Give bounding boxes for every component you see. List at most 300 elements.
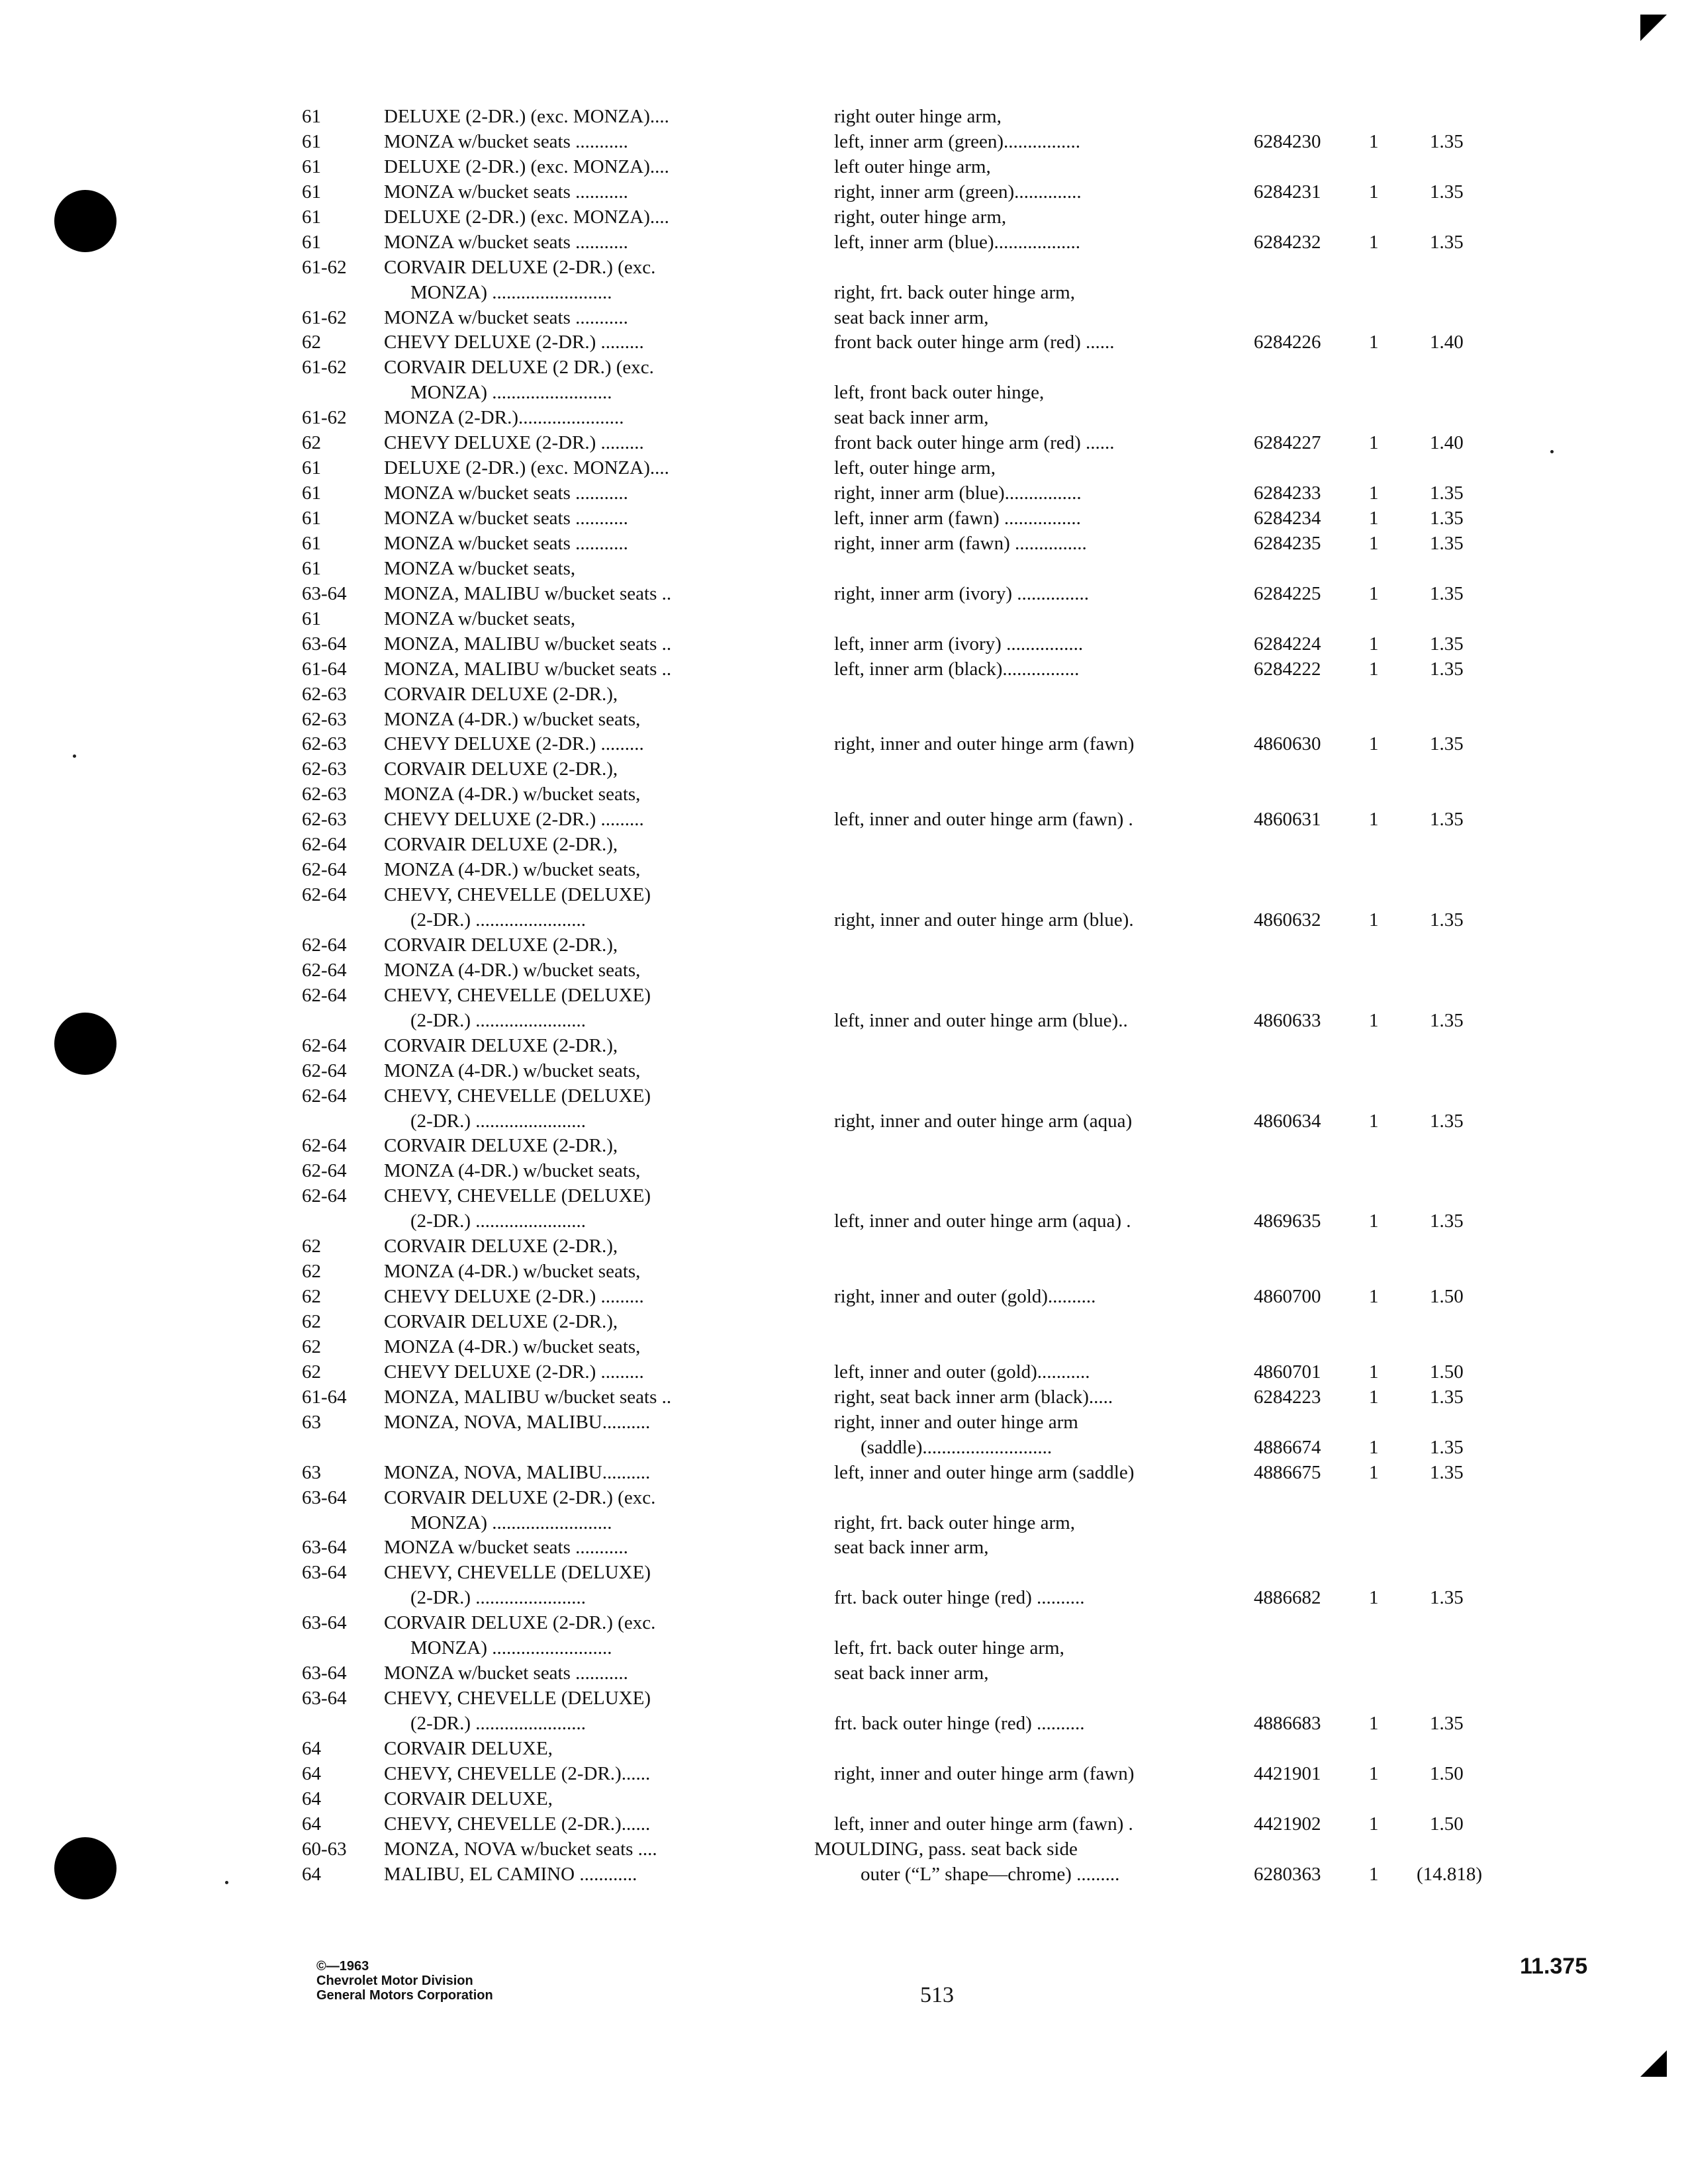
- part-number: 4886674: [1254, 1436, 1321, 1458]
- registration-corner-mark-top: [1640, 15, 1667, 41]
- catalog-row: [291, 255, 1536, 281]
- part-number: 4421901: [1254, 1762, 1321, 1784]
- catalog-row: [291, 1335, 1536, 1360]
- model-description: MONZA (4-DR.) w/bucket seats,: [384, 859, 641, 881]
- part-number: 4860701: [1254, 1361, 1321, 1383]
- catalog-row: [291, 1435, 1536, 1461]
- model-year: 61: [302, 557, 321, 579]
- catalog-row: [291, 130, 1536, 155]
- catalog-row: [291, 1461, 1536, 1486]
- part-description: left, inner arm (blue)..................: [834, 231, 1081, 253]
- catalog-row: [291, 1561, 1536, 1586]
- part-number: 6284235: [1254, 532, 1321, 554]
- quantity: 1: [1369, 1009, 1379, 1031]
- catalog-row: [291, 782, 1536, 807]
- part-description: (saddle)...........................: [861, 1436, 1053, 1458]
- model-year: 63-64: [302, 633, 347, 655]
- model-description: MONZA w/bucket seats ...........: [384, 181, 628, 203]
- catalog-row: [291, 1385, 1536, 1410]
- part-number: 6284232: [1254, 231, 1321, 253]
- catalog-row: [291, 1159, 1536, 1184]
- model-year: 61: [302, 206, 321, 228]
- quantity: 1: [1369, 1210, 1379, 1232]
- part-description: frt. back outer hinge (red) ..........: [834, 1587, 1085, 1609]
- model-year: 64: [302, 1737, 321, 1759]
- model-description: MONZA (4-DR.) w/bucket seats,: [384, 1160, 641, 1182]
- model-description: MONZA, MALIBU w/bucket seats ..: [384, 633, 672, 655]
- price: 1.35: [1430, 1713, 1464, 1734]
- catalog-row: [291, 1862, 1536, 1888]
- scan-speck: [73, 754, 76, 758]
- model-year: 61-64: [302, 658, 347, 680]
- model-description: CORVAIR DELUXE (2-DR.) (exc.: [384, 1612, 656, 1634]
- catalog-row: [291, 1535, 1536, 1561]
- part-number: 4860631: [1254, 809, 1321, 831]
- part-description: front back outer hinge arm (red) ......: [834, 432, 1115, 454]
- model-description: CORVAIR DELUXE (2-DR.),: [384, 758, 618, 780]
- model-year: 61-62: [302, 306, 347, 328]
- catalog-row: [291, 1511, 1536, 1536]
- model-description: CHEVY, CHEVELLE (DELUXE): [384, 1562, 651, 1584]
- quantity: 1: [1369, 633, 1379, 655]
- part-number: 4860634: [1254, 1110, 1321, 1132]
- part-description: left, inner and outer hinge arm (saddle): [834, 1461, 1135, 1483]
- part-description: right, inner and outer hinge arm (fawn): [834, 733, 1135, 755]
- quantity: 1: [1369, 1863, 1379, 1885]
- catalog-row: [291, 481, 1536, 506]
- catalog-row: [291, 908, 1536, 933]
- quantity: 1: [1369, 1713, 1379, 1734]
- model-year: 62-64: [302, 1060, 347, 1081]
- model-description: MONZA (4-DR.) w/bucket seats,: [384, 784, 641, 805]
- price: 1.35: [1430, 1210, 1464, 1232]
- catalog-row: [291, 732, 1536, 757]
- model-year: 61: [302, 156, 321, 177]
- model-description: MONZA w/bucket seats ...........: [384, 482, 628, 504]
- model-year: 62-63: [302, 809, 347, 831]
- catalog-row: [291, 1084, 1536, 1109]
- catalog-row: [291, 1486, 1536, 1511]
- model-description: MONZA w/bucket seats ...........: [384, 1662, 628, 1684]
- price: 1.35: [1430, 658, 1464, 680]
- catalog-row: [291, 807, 1536, 833]
- model-description: CORVAIR DELUXE (2-DR.) (exc.: [384, 1486, 656, 1508]
- catalog-row: [291, 1410, 1536, 1435]
- catalog-row: [291, 180, 1536, 205]
- catalog-row: [291, 281, 1536, 306]
- model-year: 62-63: [302, 708, 347, 730]
- catalog-row: [291, 456, 1536, 481]
- model-description: CORVAIR DELUXE (2-DR.),: [384, 683, 618, 705]
- catalog-row: [291, 883, 1536, 908]
- part-description: outer (“L” shape—chrome) .........: [861, 1863, 1120, 1885]
- copyright-line: Chevrolet Motor Division: [316, 1974, 473, 1988]
- part-description: left, inner arm (green)................: [834, 130, 1081, 152]
- model-description: MONZA, NOVA, MALIBU..........: [384, 1411, 651, 1433]
- part-number: 6284222: [1254, 658, 1321, 680]
- price: 1.35: [1430, 809, 1464, 831]
- price: 1.35: [1430, 909, 1464, 931]
- model-year: 63-64: [302, 582, 347, 604]
- catalog-row: [291, 933, 1536, 958]
- model-year: 63-64: [302, 1688, 347, 1709]
- part-description: left, front back outer hinge,: [834, 382, 1045, 404]
- part-description: right, inner arm (blue)................: [834, 482, 1082, 504]
- catalog-row: [291, 632, 1536, 657]
- model-description: MONZA) .........................: [410, 382, 612, 404]
- price: 1.35: [1430, 508, 1464, 529]
- model-year: 62-63: [302, 733, 347, 755]
- model-year: 62: [302, 1286, 321, 1308]
- model-description: CHEVY, CHEVELLE (2-DR.)......: [384, 1813, 651, 1835]
- part-number: 6284234: [1254, 508, 1321, 529]
- model-description: MONZA w/bucket seats ...........: [384, 508, 628, 529]
- part-number: 4421902: [1254, 1813, 1321, 1835]
- catalog-row: [291, 355, 1536, 381]
- catalog-row: [291, 1737, 1536, 1762]
- part-number: 6284226: [1254, 332, 1321, 353]
- price: 1.35: [1430, 532, 1464, 554]
- part-description: right, inner arm (green)..............: [834, 181, 1082, 203]
- section-number: 11.375: [1520, 1954, 1588, 1979]
- catalog-row: [291, 105, 1536, 130]
- model-year: 62: [302, 332, 321, 353]
- part-description: seat back inner arm,: [834, 306, 989, 328]
- price: 1.35: [1430, 130, 1464, 152]
- model-year: 61: [302, 130, 321, 152]
- catalog-row: [291, 1209, 1536, 1234]
- model-description: CORVAIR DELUXE,: [384, 1788, 553, 1809]
- quantity: 1: [1369, 1813, 1379, 1835]
- part-description: right, inner and outer hinge arm (aqua): [834, 1110, 1133, 1132]
- catalog-row: [291, 1134, 1536, 1159]
- model-year: 61: [302, 608, 321, 629]
- catalog-row: [291, 682, 1536, 707]
- quantity: 1: [1369, 1587, 1379, 1609]
- part-description: right, inner arm (fawn) ...............: [834, 532, 1087, 554]
- model-description: MONZA, MALIBU w/bucket seats ..: [384, 658, 672, 680]
- model-description: CORVAIR DELUXE (2-DR.),: [384, 1311, 618, 1332]
- part-description: MOULDING, pass. seat back side: [814, 1838, 1078, 1860]
- part-description: right, outer hinge arm,: [834, 206, 1007, 228]
- part-description: left, inner and outer hinge arm (fawn) .: [834, 1813, 1133, 1835]
- model-year: 61: [302, 482, 321, 504]
- catalog-row: [291, 1109, 1536, 1134]
- model-year: 62: [302, 1236, 321, 1257]
- model-description: CORVAIR DELUXE (2-DR.),: [384, 934, 618, 956]
- quantity: 1: [1369, 231, 1379, 253]
- model-year: 63-64: [302, 1537, 347, 1559]
- part-number: 6284224: [1254, 633, 1321, 655]
- price: 1.35: [1430, 482, 1464, 504]
- part-description: seat back inner arm,: [834, 1662, 989, 1684]
- model-year: 62: [302, 1311, 321, 1332]
- catalog-row: [291, 205, 1536, 230]
- model-year: 63: [302, 1411, 321, 1433]
- catalog-row: [291, 757, 1536, 782]
- quantity: 1: [1369, 1762, 1379, 1784]
- catalog-row: [291, 1009, 1536, 1034]
- model-year: 62: [302, 1261, 321, 1283]
- model-description: MONZA w/bucket seats,: [384, 557, 576, 579]
- catalog-row: [291, 557, 1536, 582]
- catalog-row: [291, 707, 1536, 733]
- registration-corner-mark-bottom: [1640, 2050, 1667, 2077]
- catalog-row: [291, 531, 1536, 557]
- model-year: 61: [302, 181, 321, 203]
- model-description: MONZA (4-DR.) w/bucket seats,: [384, 1336, 641, 1357]
- catalog-row: [291, 1686, 1536, 1711]
- catalog-row: [291, 1661, 1536, 1686]
- model-year: 62-64: [302, 1135, 347, 1157]
- part-number: 6284233: [1254, 482, 1321, 504]
- price: 1.50: [1430, 1813, 1464, 1835]
- quantity: 1: [1369, 909, 1379, 931]
- quantity: 1: [1369, 130, 1379, 152]
- model-year: 61: [302, 106, 321, 127]
- model-year: 63-64: [302, 1486, 347, 1508]
- model-description: (2-DR.) .......................: [410, 1713, 586, 1734]
- part-description: right, inner and outer (gold)..........: [834, 1286, 1096, 1308]
- model-description: CHEVY, CHEVELLE (DELUXE): [384, 984, 651, 1006]
- price: 1.40: [1430, 432, 1464, 454]
- model-description: CORVAIR DELUXE (2-DR.),: [384, 1034, 618, 1056]
- model-description: CORVAIR DELUXE (2-DR.),: [384, 834, 618, 856]
- part-number: 4860633: [1254, 1009, 1321, 1031]
- copyright-block: [316, 1959, 493, 2003]
- catalog-row: [291, 1787, 1536, 1812]
- model-description: CHEVY, CHEVELLE (2-DR.)......: [384, 1762, 651, 1784]
- model-year: 63-64: [302, 1662, 347, 1684]
- model-description: DELUXE (2-DR.) (exc. MONZA)....: [384, 156, 669, 177]
- part-description: left, inner and outer hinge arm (aqua) .: [834, 1210, 1131, 1232]
- binder-punch-hole: [54, 190, 117, 252]
- model-year: 60-63: [302, 1838, 347, 1860]
- model-year: 61-62: [302, 357, 347, 379]
- model-description: MONZA, NOVA, MALIBU..........: [384, 1461, 651, 1483]
- model-year: 62-64: [302, 934, 347, 956]
- model-description: DELUXE (2-DR.) (exc. MONZA)....: [384, 457, 669, 479]
- price: 1.50: [1430, 1762, 1464, 1784]
- model-description: MONZA, MALIBU w/bucket seats ..: [384, 582, 672, 604]
- model-year: 61-64: [302, 1386, 347, 1408]
- model-year: 62-64: [302, 1034, 347, 1056]
- catalog-row: [291, 958, 1536, 983]
- model-description: DELUXE (2-DR.) (exc. MONZA)....: [384, 206, 669, 228]
- part-description: right, frt. back outer hinge arm,: [834, 281, 1075, 303]
- catalog-row: [291, 506, 1536, 531]
- part-description: front back outer hinge arm (red) ......: [834, 332, 1115, 353]
- model-year: 61: [302, 532, 321, 554]
- catalog-row: [291, 1837, 1536, 1862]
- catalog-row: [291, 1259, 1536, 1285]
- quantity: 1: [1369, 1361, 1379, 1383]
- catalog-row: [291, 1636, 1536, 1661]
- price: 1.35: [1430, 1110, 1464, 1132]
- model-description: CHEVY DELUXE (2-DR.) .........: [384, 809, 644, 831]
- model-description: MONZA, MALIBU w/bucket seats ..: [384, 1386, 672, 1408]
- model-year: 61-62: [302, 256, 347, 278]
- part-number: 4860630: [1254, 733, 1321, 755]
- model-description: MONZA (4-DR.) w/bucket seats,: [384, 959, 641, 981]
- model-description: MONZA (4-DR.) w/bucket seats,: [384, 708, 641, 730]
- model-year: 63: [302, 1461, 321, 1483]
- price: 1.35: [1430, 582, 1464, 604]
- catalog-row: [291, 1812, 1536, 1837]
- model-description: CORVAIR DELUXE (2-DR.),: [384, 1236, 618, 1257]
- model-year: 61: [302, 457, 321, 479]
- part-description: frt. back outer hinge (red) ..........: [834, 1713, 1085, 1734]
- quantity: 1: [1369, 733, 1379, 755]
- model-description: MONZA (2-DR.)......................: [384, 407, 624, 429]
- catalog-row: [291, 1310, 1536, 1335]
- model-description: (2-DR.) .......................: [410, 1587, 586, 1609]
- model-year: 62-63: [302, 784, 347, 805]
- model-year: 64: [302, 1863, 321, 1885]
- catalog-row: [291, 406, 1536, 431]
- price: 1.35: [1430, 231, 1464, 253]
- quantity: 1: [1369, 181, 1379, 203]
- part-number: 4860700: [1254, 1286, 1321, 1308]
- model-description: MONZA w/bucket seats,: [384, 608, 576, 629]
- price: 1.35: [1430, 1461, 1464, 1483]
- part-description: right outer hinge arm,: [834, 106, 1002, 127]
- binder-punch-hole: [54, 1837, 117, 1899]
- model-description: MONZA w/bucket seats ...........: [384, 1537, 628, 1559]
- model-description: MONZA w/bucket seats ...........: [384, 130, 628, 152]
- part-description: right, inner and outer hinge arm (fawn): [834, 1762, 1135, 1784]
- copyright-line: General Motors Corporation: [316, 1988, 493, 2003]
- price: 1.35: [1430, 181, 1464, 203]
- part-description: right, inner and outer hinge arm: [834, 1411, 1078, 1433]
- model-description: CHEVY DELUXE (2-DR.) .........: [384, 432, 644, 454]
- catalog-row: [291, 1360, 1536, 1385]
- quantity: 1: [1369, 532, 1379, 554]
- model-description: MONZA (4-DR.) w/bucket seats,: [384, 1060, 641, 1081]
- catalog-row: [291, 1711, 1536, 1737]
- quantity: 1: [1369, 809, 1379, 831]
- quantity: 1: [1369, 332, 1379, 353]
- quantity: 1: [1369, 1436, 1379, 1458]
- part-description: left, inner and outer (gold)...........: [834, 1361, 1090, 1383]
- model-description: CORVAIR DELUXE (2 DR.) (exc.: [384, 357, 654, 379]
- part-description: right, seat back inner arm (black).....: [834, 1386, 1113, 1408]
- catalog-row: [291, 1034, 1536, 1059]
- model-year: 62-64: [302, 1160, 347, 1182]
- price: 1.50: [1430, 1286, 1464, 1308]
- model-year: 62-64: [302, 959, 347, 981]
- model-year: 61: [302, 231, 321, 253]
- model-year: 62: [302, 1361, 321, 1383]
- catalog-row: [291, 1611, 1536, 1636]
- catalog-row: [291, 431, 1536, 456]
- catalog-row: [291, 155, 1536, 180]
- model-year: 62-63: [302, 683, 347, 705]
- catalog-row: [291, 833, 1536, 858]
- model-year: 62: [302, 1336, 321, 1357]
- model-year: 61-62: [302, 407, 347, 429]
- part-number: 6284223: [1254, 1386, 1321, 1408]
- catalog-row: [291, 983, 1536, 1009]
- price: 1.35: [1430, 733, 1464, 755]
- quantity: 1: [1369, 1461, 1379, 1483]
- model-year: 62-64: [302, 1185, 347, 1207]
- part-number: 6284230: [1254, 130, 1321, 152]
- price: (14.818): [1417, 1863, 1483, 1885]
- model-description: CORVAIR DELUXE,: [384, 1737, 553, 1759]
- model-year: 62-63: [302, 758, 347, 780]
- price: 1.40: [1430, 332, 1464, 353]
- part-number: 4886675: [1254, 1461, 1321, 1483]
- model-year: 64: [302, 1762, 321, 1784]
- model-year: 63-64: [302, 1562, 347, 1584]
- model-year: 63-64: [302, 1612, 347, 1634]
- part-number: 4886683: [1254, 1713, 1321, 1734]
- quantity: 1: [1369, 658, 1379, 680]
- model-description: MONZA, NOVA w/bucket seats ....: [384, 1838, 657, 1860]
- model-description: DELUXE (2-DR.) (exc. MONZA)....: [384, 106, 669, 127]
- part-number: 6280363: [1254, 1863, 1321, 1885]
- catalog-row: [291, 1234, 1536, 1259]
- model-description: CORVAIR DELUXE (2-DR.),: [384, 1135, 618, 1157]
- part-description: left, inner arm (ivory) ................: [834, 633, 1084, 655]
- price: 1.50: [1430, 1361, 1464, 1383]
- part-number: 4860632: [1254, 909, 1321, 931]
- parts-catalog-list: [291, 105, 1536, 1888]
- model-description: (2-DR.) .......................: [410, 909, 586, 931]
- model-description: CHEVY DELUXE (2-DR.) .........: [384, 332, 644, 353]
- model-description: CHEVY DELUXE (2-DR.) .........: [384, 1361, 644, 1383]
- part-description: seat back inner arm,: [834, 1537, 989, 1559]
- part-description: seat back inner arm,: [834, 407, 989, 429]
- model-description: MONZA) .........................: [410, 1637, 612, 1659]
- price: 1.35: [1430, 633, 1464, 655]
- part-description: left, inner arm (black)................: [834, 658, 1080, 680]
- page-number: 513: [920, 1983, 954, 2007]
- model-year: 62-64: [302, 1085, 347, 1107]
- scan-speck: [1550, 450, 1554, 453]
- part-description: right, frt. back outer hinge arm,: [834, 1512, 1075, 1533]
- model-description: MALIBU, EL CAMINO ............: [384, 1863, 637, 1885]
- model-year: 62-64: [302, 859, 347, 881]
- quantity: 1: [1369, 1286, 1379, 1308]
- catalog-row: [291, 1059, 1536, 1084]
- quantity: 1: [1369, 1110, 1379, 1132]
- model-year: 62: [302, 432, 321, 454]
- model-description: CHEVY, CHEVELLE (DELUXE): [384, 884, 651, 906]
- model-year: 62-64: [302, 984, 347, 1006]
- model-description: MONZA w/bucket seats ...........: [384, 532, 628, 554]
- catalog-row: [291, 1586, 1536, 1611]
- part-description: left, frt. back outer hinge arm,: [834, 1637, 1064, 1659]
- catalog-row: [291, 1184, 1536, 1209]
- model-description: (2-DR.) .......................: [410, 1110, 586, 1132]
- model-description: (2-DR.) .......................: [410, 1210, 586, 1232]
- price: 1.35: [1430, 1386, 1464, 1408]
- part-description: right, inner arm (ivory) ...............: [834, 582, 1089, 604]
- model-description: CORVAIR DELUXE (2-DR.) (exc.: [384, 256, 656, 278]
- model-description: MONZA) .........................: [410, 281, 612, 303]
- model-description: MONZA (4-DR.) w/bucket seats,: [384, 1261, 641, 1283]
- part-description: left, inner and outer hinge arm (blue)..: [834, 1009, 1128, 1031]
- part-description: right, inner and outer hinge arm (blue).: [834, 909, 1134, 931]
- model-description: CHEVY DELUXE (2-DR.) .........: [384, 1286, 644, 1308]
- model-year: 64: [302, 1813, 321, 1835]
- model-description: MONZA w/bucket seats ...........: [384, 231, 628, 253]
- catalog-row: [291, 1285, 1536, 1310]
- quantity: 1: [1369, 1386, 1379, 1408]
- price: 1.35: [1430, 1009, 1464, 1031]
